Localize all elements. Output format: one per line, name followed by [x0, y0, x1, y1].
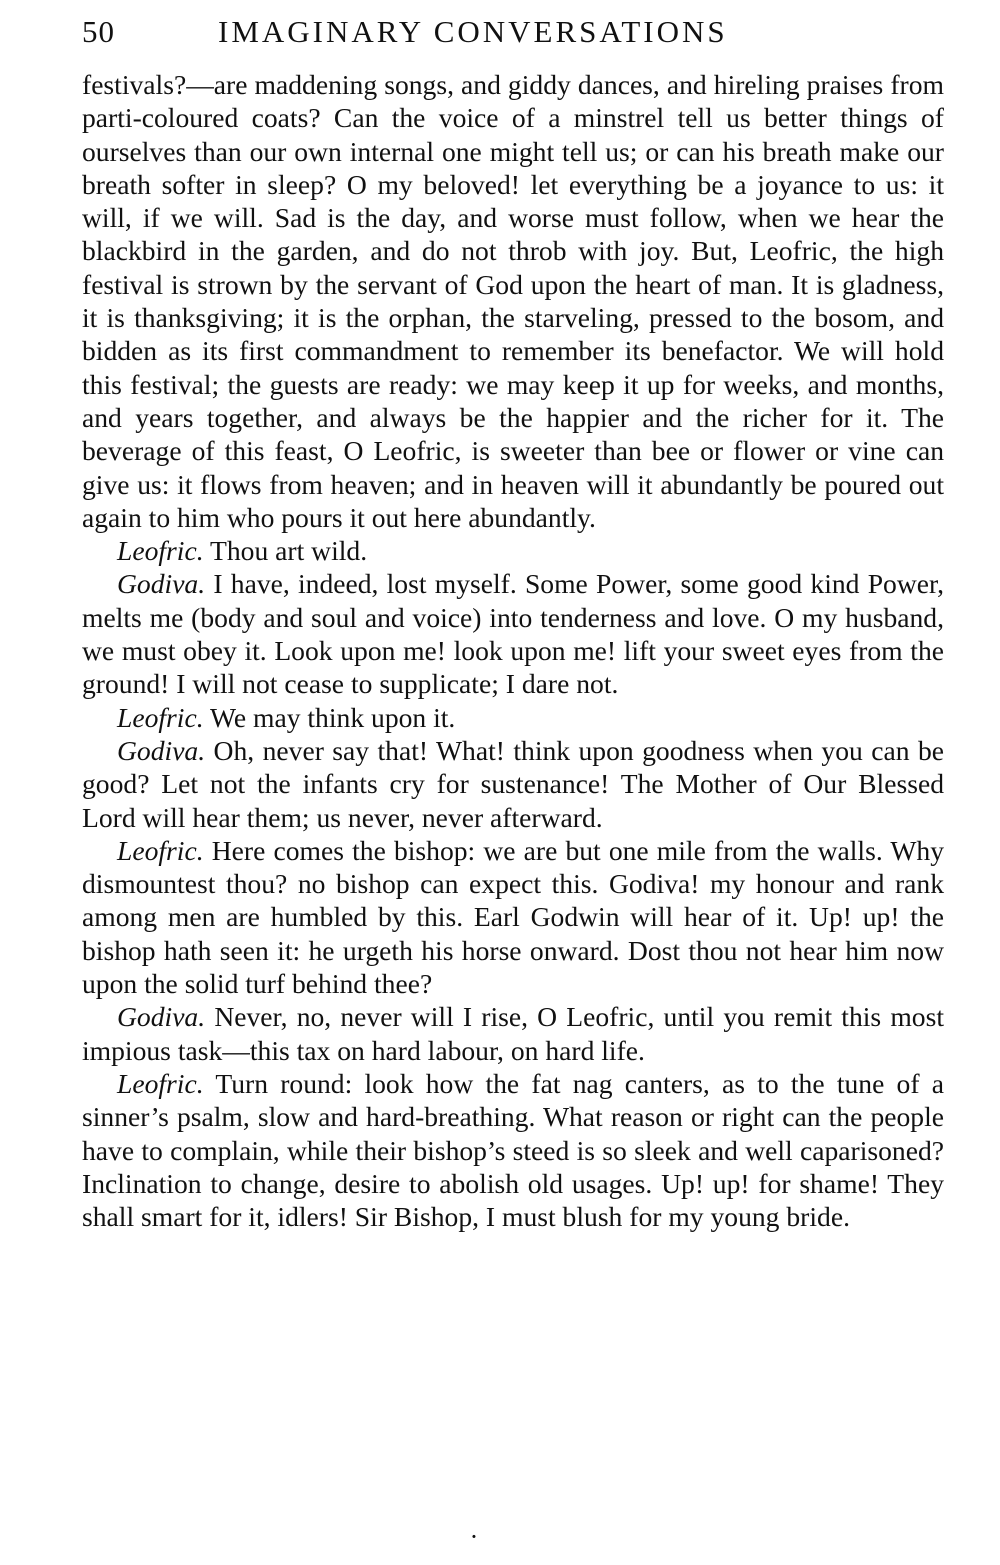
speech-text: Never, no, never will I rise, O Leofric, until you remit this most impious task—this tax on hard labour, on hard life. — [82, 1001, 944, 1066]
speech-paragraph — [82, 1067, 944, 1233]
page-number: 50 — [82, 14, 115, 49]
speech-paragraph — [82, 734, 944, 834]
speech-paragraph — [82, 701, 944, 734]
speech-paragraph — [82, 834, 944, 1000]
speech-text: Turn round: look how the fat nag canters, as to the tune of a sinner’s psalm, slow and hard-breathing. What reason or right can the people have to complain, while their bishop’s steed is so sleek and well caparisoned? Inclination to change, desire to abolish old usages. Up! up! for shame! They shall smart for it, idlers! Sir Bishop, I must blush for my young bride. — [82, 1067, 944, 1233]
page-header — [82, 12, 952, 52]
speaker-name: Godiva. — [117, 734, 206, 766]
body-text — [82, 68, 944, 1233]
opening-paragraph: festivals?—are maddening songs, and giddy dances, and hireling praises from parti-coloured coats? Can the voice of a minstrel tell us better things of ourselves than our own internal one might tell us; or can his breath make our breath softer in sleep? O my beloved! let everything be a joyance to us: it will, if we will. Sad is the day, and worse must follow, when we hear the blackbird in the garden, and do not throb with joy. But, Leofric, the high festival is strown by the servant of God upon the heart of man. It is gladness, it is thanksgiving; it is the orphan, the starveling, pressed to the bosom, and bidden as its first commandment to remember its benefactor. We will hold this festival; the guests are ready: we may keep it up for weeks, and months, and years together, and always be the happier and the richer for it. The beverage of this feast, O Leofric, is sweeter than bee or flower or vine can give us: it flows from heaven; and in heaven will it abundantly be poured out again to him who pours it out here abundantly. — [82, 69, 944, 533]
speech-text: Here comes the bishop: we are but one mile from the walls. Why dismountest thou? no bishop can expect this. Godiva! my honour and rank among men are humbled by this. Earl Godwin will hear of it. Up! up! the bishop hath seen it: he urgeth his horse onward. Dost thou not hear him now upon the solid turf behind thee? — [82, 834, 944, 1000]
speech-text: We may think upon it. — [203, 701, 456, 733]
speaker-name: Leofric. — [117, 834, 204, 866]
speech-text: I have, indeed, lost myself. Some Power, some good kind Power, melts me (body and soul and voice) into tenderness and love. O my husband, we must obey it. Look upon me! look upon me! lift your sweet eyes from the ground! I will not cease to supplicate; I dare not. — [82, 568, 944, 700]
speaker-name: Leofric. — [117, 535, 204, 567]
running-head: IMAGINARY CONVERSATIONS — [218, 14, 728, 49]
speech-text: Oh, never say that! What! think upon goodness when you can be good? Let not the infants cry for sustenance! The Mother of Our Blessed Lord will hear them; us never, never afterward. — [82, 734, 944, 833]
speaker-name: Leofric. — [117, 701, 204, 733]
speech-text: Thou art wild. — [203, 535, 368, 567]
speaker-name: Godiva. — [117, 1001, 206, 1033]
speaker-name: Leofric. — [117, 1067, 204, 1099]
speech-paragraph — [82, 534, 944, 567]
footer-mark: · — [469, 1522, 479, 1551]
speech-paragraph — [82, 1000, 944, 1067]
speech-paragraph — [82, 567, 944, 700]
speaker-name: Godiva. — [117, 568, 206, 600]
